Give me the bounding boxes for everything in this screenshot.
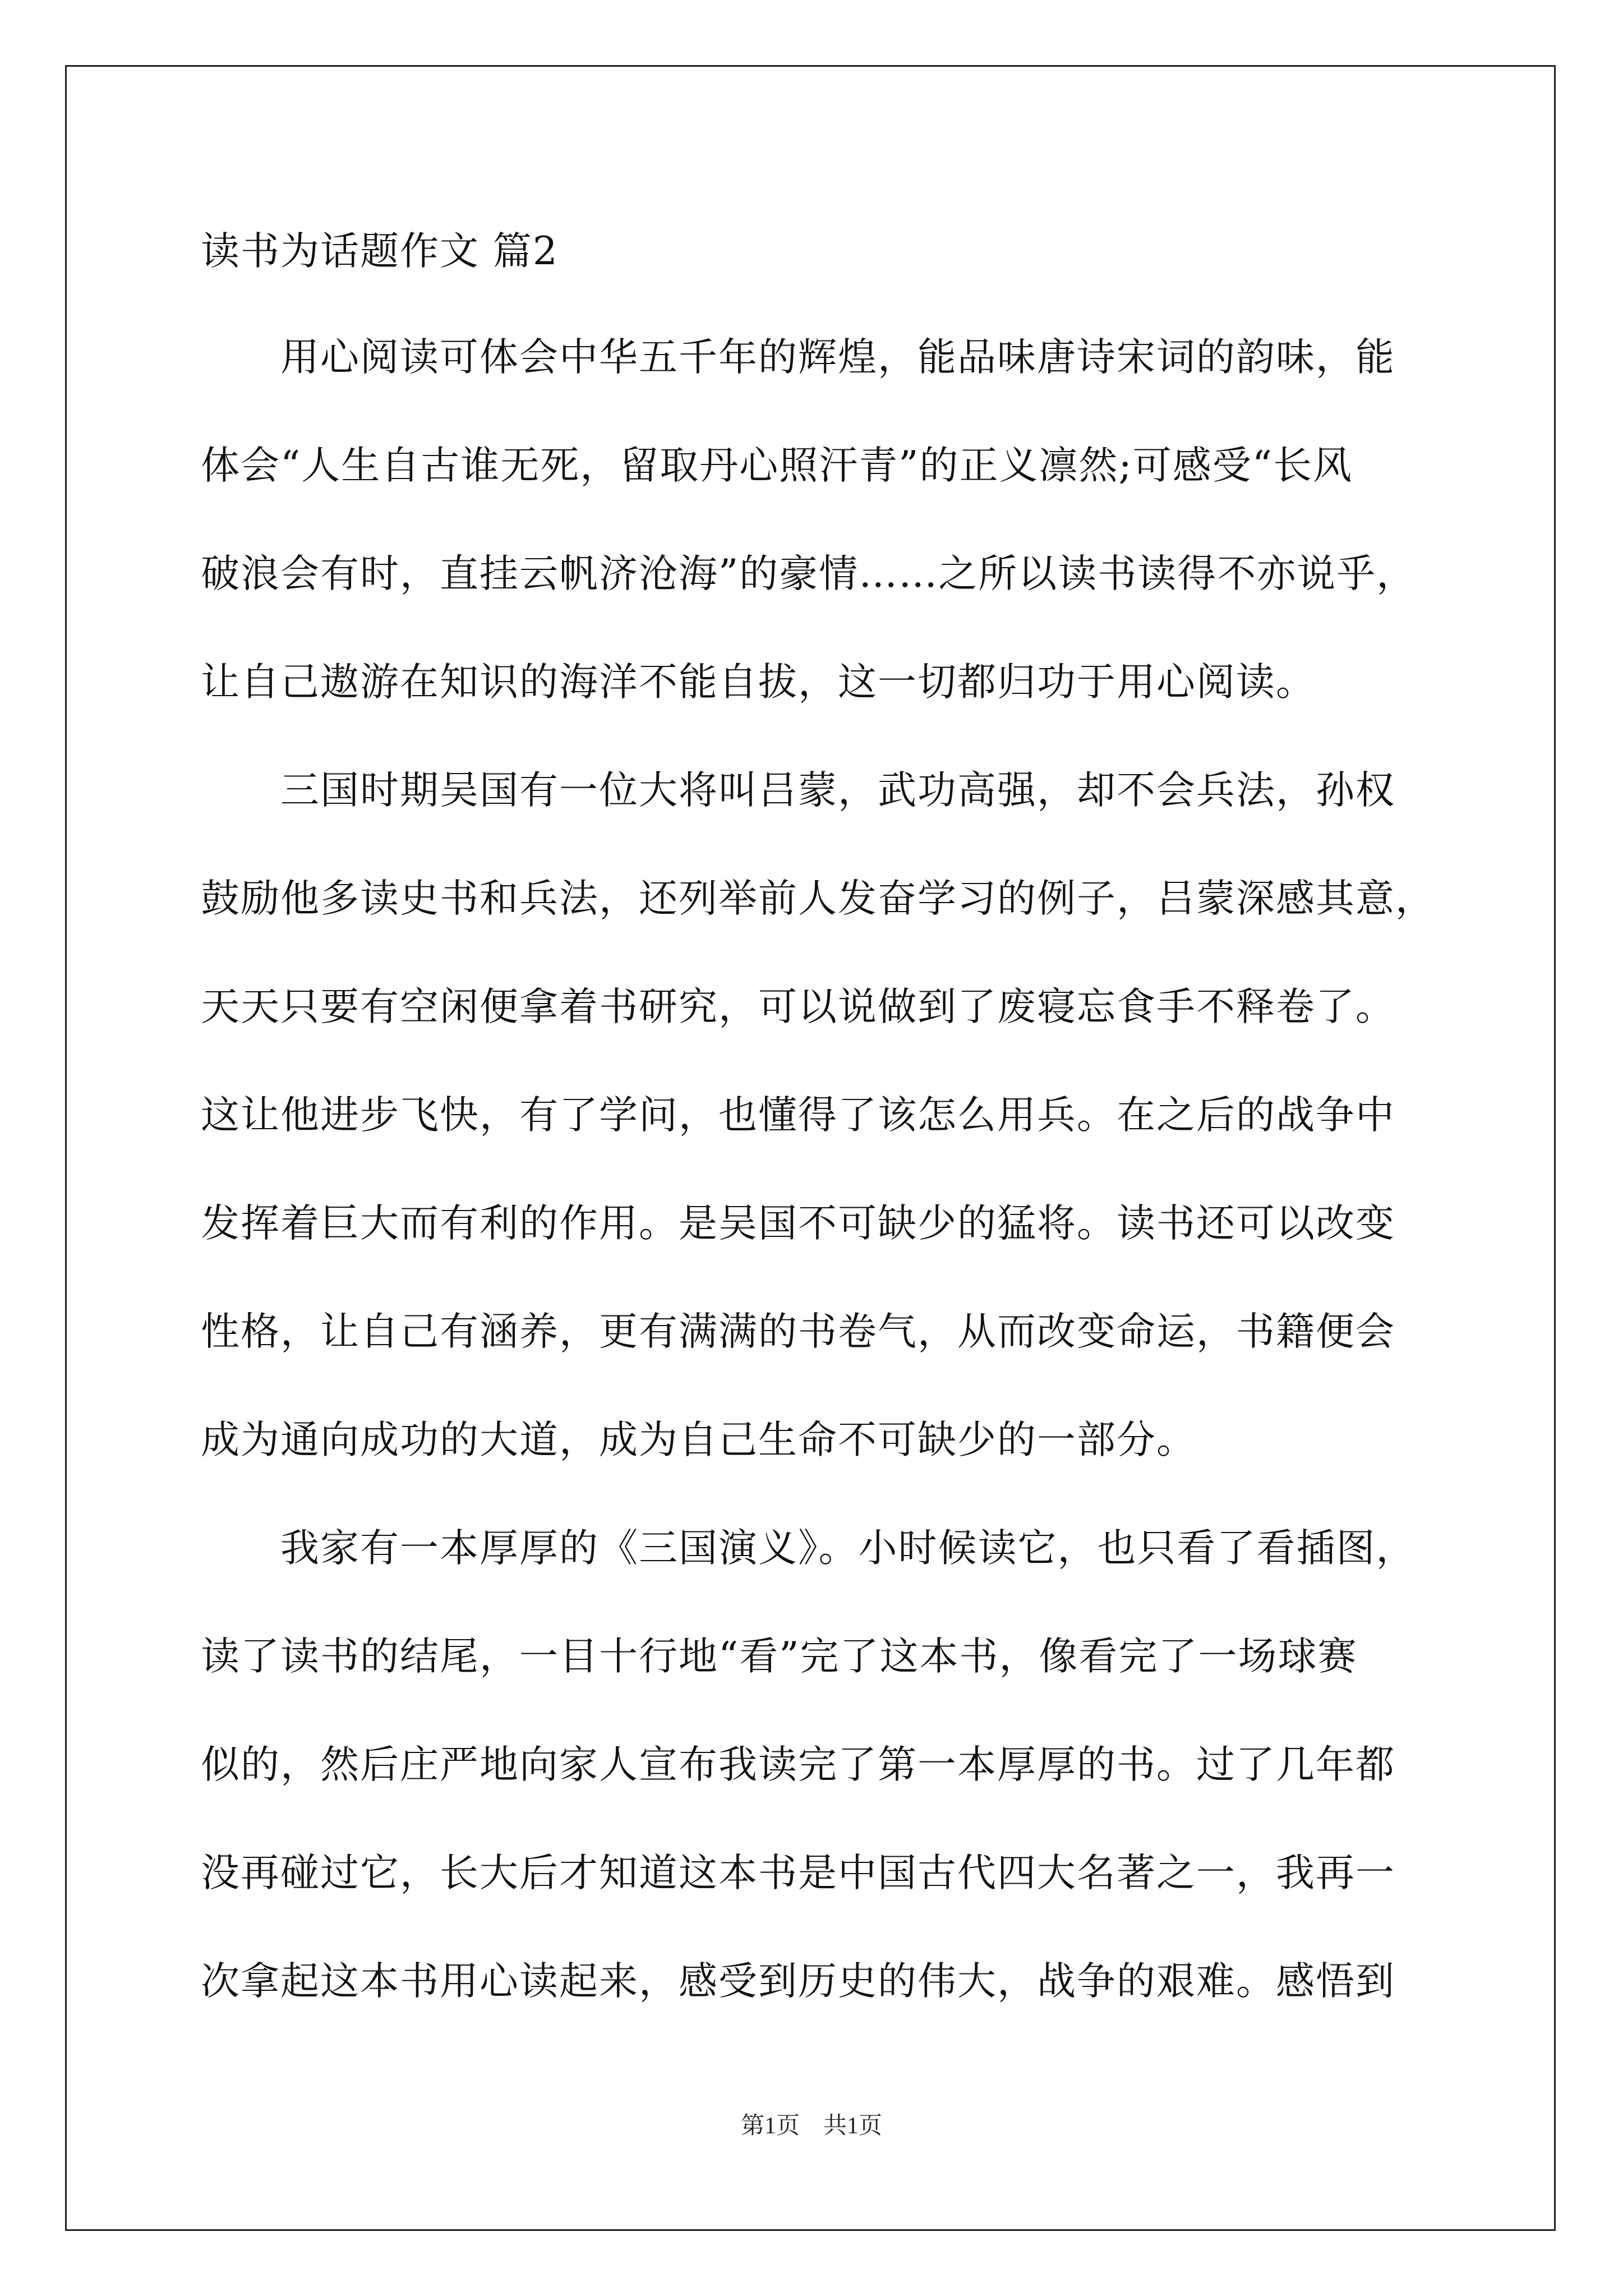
page-border xyxy=(65,65,1556,2231)
text-line: 我家有一本厚厚的《三国演义》。小时候读它，也只看了看插图， xyxy=(201,1526,1416,1571)
text-line: 体会“人生自古谁无死，留取丹心照汗青”的正义凛然;可感受“长风 xyxy=(201,443,1353,488)
text-line: 破浪会有时，直挂云帆济沧海”的豪情……之所以读书读得不亦说乎， xyxy=(201,551,1417,596)
text-line: 性格，让自己有涵养，更有满满的书卷气，从而改变命运，书籍便会 xyxy=(201,1309,1395,1354)
text-line: 似的，然后庄严地向家人宣布我读完了第一本厚厚的书。过了几年都 xyxy=(201,1742,1395,1787)
text-line: 用心阅读可体会中华五千年的辉煌，能品味唐诗宋词的韵味，能 xyxy=(201,335,1395,380)
text-line: 读了读书的结尾，一目十行地“看”完了这本书，像看完了一场球赛 xyxy=(201,1634,1358,1679)
text-line: 没再碰过它，长大后才知道这本书是中国古代四大名著之一，我再一 xyxy=(201,1851,1395,1895)
text-line: 让自己遨游在知识的海洋不能自拔，这一切都归功于用心阅读。 xyxy=(201,660,1316,705)
page-footer: 第1页 共1页 xyxy=(740,2113,882,2139)
text-line: 天天只要有空闲便拿着书研究，可以说做到了废寝忘食手不释卷了。 xyxy=(201,984,1395,1029)
text-line: 这让他进步飞快，有了学问，也懂得了该怎么用兵。在之后的战争中 xyxy=(201,1093,1395,1138)
text-line: 发挥着巨大而有利的作用。是吴国不可缺少的猛将。读书还可以改变 xyxy=(201,1201,1395,1246)
text-line: 鼓励他多读史书和兵法，还列举前人发奋学习的例子，吕蒙深感其意， xyxy=(201,876,1435,921)
text-line: 成为通向成功的大道，成为自己生命不可缺少的一部分。 xyxy=(201,1418,1196,1462)
text-line: 次拿起这本书用心读起来，感受到历史的伟大，战争的艰难。感悟到 xyxy=(201,1959,1395,2004)
text-line: 三国时期吴国有一位大将叫吕蒙，武功高强，却不会兵法，孙权 xyxy=(201,768,1395,813)
document-title: 读书为话题作文 篇2 xyxy=(201,229,559,274)
